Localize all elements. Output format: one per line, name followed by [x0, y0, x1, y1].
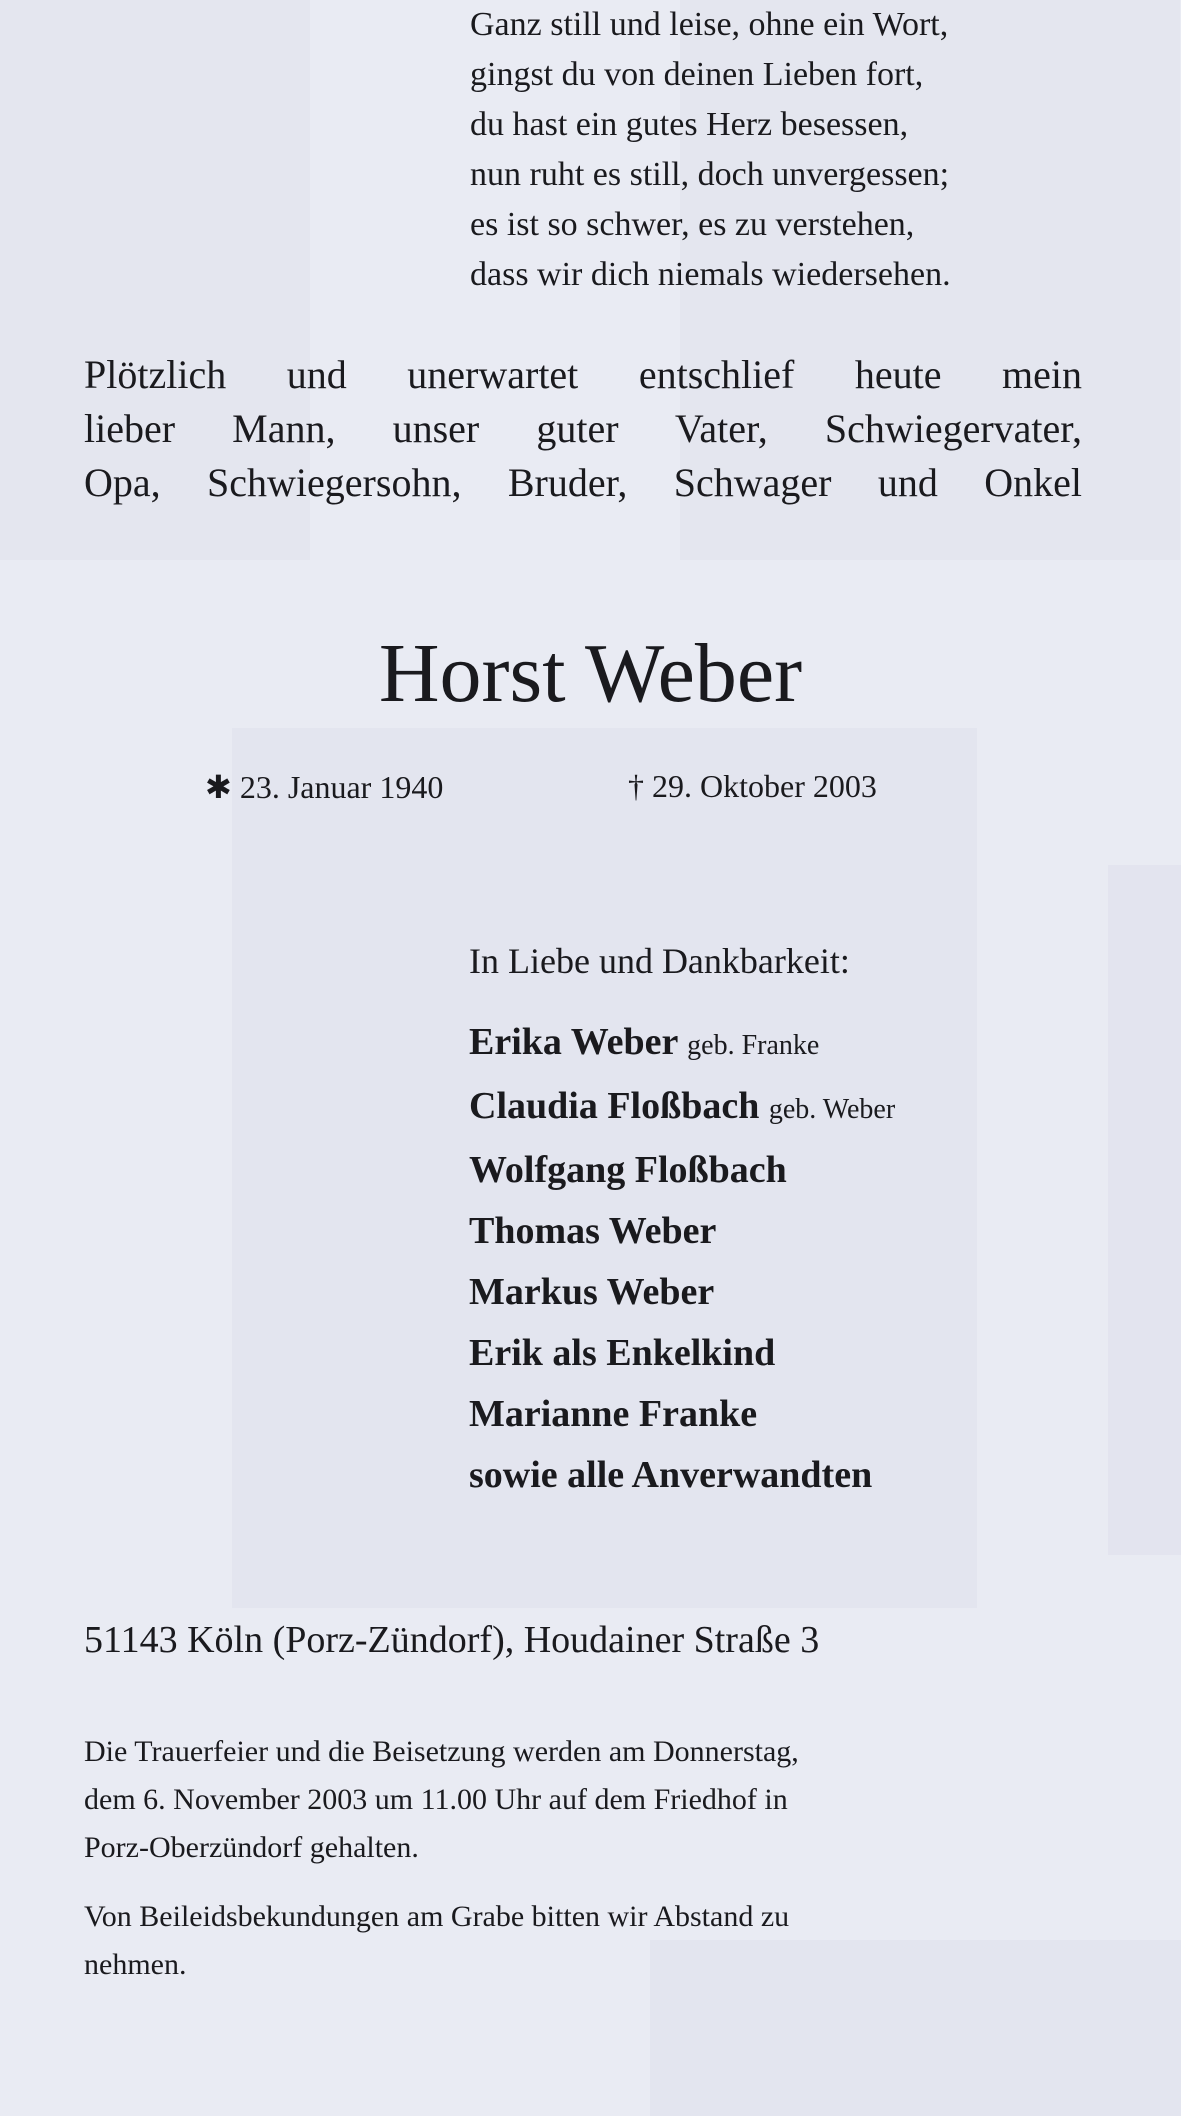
poem-line: es ist so schwer, es zu verstehen,	[470, 206, 915, 243]
birth-date: ✱ 23. Januar 1940	[205, 769, 444, 805]
mourner: Thomas Weber	[469, 1210, 717, 1252]
poem-line: du hast ein gutes Herz besessen,	[470, 106, 909, 143]
mourners-list	[469, 1012, 895, 1506]
poem-line: dass wir dich niemals wiedersehen.	[470, 256, 951, 293]
funeral-line: Porz-Oberzündorf gehalten.	[84, 1831, 419, 1864]
announcement-line: lieber Mann, unser guter Vater, Schwiegervater,	[84, 406, 1082, 451]
death-date: † 29. Oktober 2003	[628, 768, 877, 804]
funeral-info	[84, 1728, 799, 1872]
mourner	[469, 1012, 895, 1076]
mourner: Markus Weber	[469, 1271, 715, 1313]
mourner: sowie alle Anverwandten	[469, 1454, 873, 1496]
poem-line: Ganz still und leise, ohne ein Wort,	[470, 6, 949, 43]
mourner	[469, 1076, 895, 1140]
mourner: Erik als Enkelkind	[469, 1332, 776, 1374]
address: 51143 Köln (Porz-Zündorf), Houdainer Straße 3	[84, 1619, 820, 1661]
mourners-heading: In Liebe und Dankbarkeit:	[469, 941, 850, 981]
deceased-name: Horst Weber	[378, 627, 803, 720]
condolences-line: Von Beileidsbekundungen am Grabe bitten wir Abstand zu	[84, 1900, 790, 1933]
funeral-line: Die Trauerfeier und die Beisetzung werden am Donnerstag,	[84, 1735, 799, 1768]
announcement	[84, 348, 1082, 510]
mourner-nee: geb. Weber	[768, 1094, 896, 1125]
scan-shadow	[1108, 865, 1181, 1555]
mourner-name: Claudia Floßbach	[469, 1085, 760, 1127]
announcement-line: Opa, Schwiegersohn, Bruder, Schwager und Onkel	[84, 460, 1082, 505]
announcement-line: Plötzlich und unerwartet entschlief heute mein	[84, 352, 1082, 397]
condolences-line: nehmen.	[84, 1948, 187, 1981]
funeral-line: dem 6. November 2003 um 11.00 Uhr auf dem Friedhof in	[84, 1783, 788, 1816]
mourner: Marianne Franke	[469, 1393, 758, 1435]
mourner-name: Erika Weber	[469, 1021, 678, 1063]
mourner-nee: geb. Franke	[687, 1030, 820, 1061]
poem-line: gingst du von deinen Lieben fort,	[470, 56, 924, 93]
mourner: Wolfgang Floßbach	[469, 1149, 787, 1191]
poem-line: nun ruht es still, doch unvergessen;	[470, 156, 950, 193]
condolences-note	[84, 1893, 789, 1989]
poem	[470, 0, 951, 300]
